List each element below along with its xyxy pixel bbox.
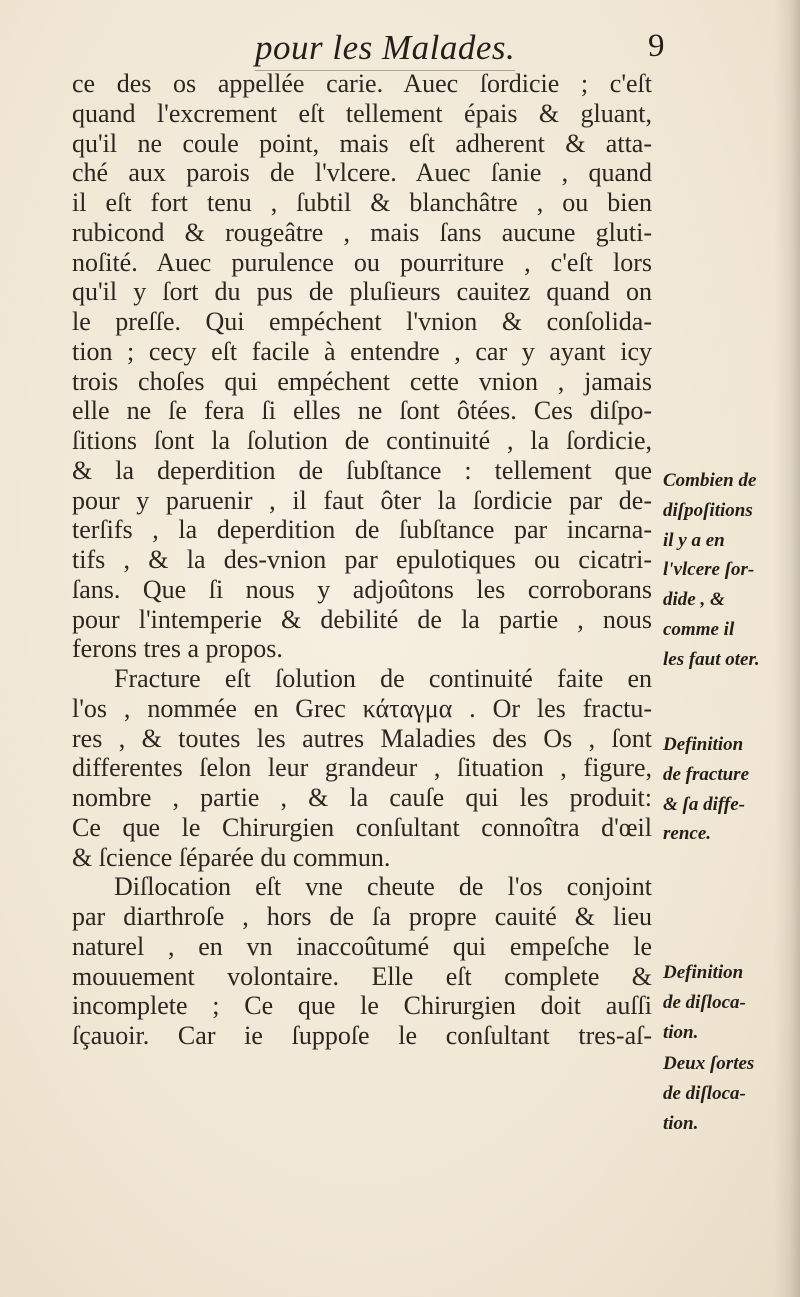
margin-note-line: les faut oter. [663, 648, 760, 670]
margin-note-dispositions [663, 466, 791, 674]
margin-note-dislocation-types [663, 1049, 791, 1138]
text-line: quand l'excrement eſt tellement épais & gluant, [72, 98, 652, 128]
text-line: terſifs , la deperdition de ſubſtance par incarna- [72, 515, 652, 545]
text-line: tifs , & la des-vnion par epulotiques ou cicatri- [72, 545, 652, 574]
text-line: ferons tres a propos. [72, 634, 283, 664]
text-line: ſçauoir. Car ie ſuppoſe le conſultant tres-aſ- [72, 1021, 652, 1050]
text-line: pour y paruenir , il faut ôter la ſordicie par de- [72, 485, 652, 515]
margin-note-line: de diſloca- [663, 991, 746, 1013]
text-line: ché aux parois de l'vlcere. Auec ſanie , quand [72, 158, 652, 188]
text-line: pour l'intemperie & debilité de la partie , nous [72, 604, 652, 634]
margin-note-line: tion. [663, 1112, 699, 1134]
text-line: noſité. Auec purulence ou pourriture , c'eſt lors [72, 247, 652, 277]
text-line: Diſlocation eſt vne cheute de l'os conjoint [114, 872, 652, 902]
margin-note-line: l'vlcere ſor- [663, 559, 755, 581]
text-line: Ce que le Chirurgien conſultant connoîtra d'œil [72, 812, 652, 842]
text-line: & la deperdition de ſubſtance : tellement que [72, 455, 652, 485]
margin-note-fracture [663, 730, 791, 849]
page-number: 9 [648, 28, 665, 64]
text-line: elle ne ſe fera ſi elles ne ſont ôtées. Ces diſpo- [72, 396, 652, 426]
margin-note-line: & ſa diffe- [663, 793, 745, 815]
text-line: Fracture eſt ſolution de continuité faite en [114, 664, 652, 693]
text-line: ce des os appellée carie. Auec ſordicie ; c'eſt [72, 69, 652, 98]
running-head: pour les Malades. [255, 28, 515, 71]
margin-note-line: Definition [663, 962, 744, 983]
margin-note-line: de fracture [663, 763, 750, 785]
margin-note-line: Deux ſortes [663, 1053, 755, 1074]
margin-note-line: de diſloca- [663, 1082, 746, 1104]
text-line: nombre , partie , & la cauſe qui les produit: [72, 783, 652, 812]
text-line: rubicond & rougeâtre , mais ſans aucune gluti- [72, 217, 652, 247]
text-line: ſans. Que ſi nous y adjoûtons les corroborans [72, 574, 652, 604]
main-text-column [72, 69, 652, 1051]
margin-note-line: il y a en [663, 529, 725, 551]
margin-note-line: Combien de [663, 470, 757, 491]
text-line: tion ; cecy eſt facile à entendre , car y ayant icy [72, 336, 652, 366]
margin-note-line: tion. [663, 1021, 699, 1043]
text-line: ſitions ſont la ſolution de continuité , la ſordicie, [72, 426, 652, 455]
text-line: le preſſe. Qui empéchent l'vnion & conſolida- [72, 307, 652, 336]
margin-note-line: Definition [663, 734, 744, 755]
margin-note-line: dide , & [663, 589, 725, 610]
text-line: par diarthroſe , hors de ſa propre cauité & lieu [72, 902, 652, 931]
text-line: differentes ſelon leur grandeur , ſituation , figure, [72, 753, 652, 783]
text-line: qu'il ne coule point, mais eſt adherent & atta- [72, 128, 652, 158]
margin-note-line: comme il [663, 618, 735, 640]
margin-note-line: rence. [663, 823, 712, 845]
margin-note-line: diſpoſitions [663, 499, 753, 521]
text-line: res , & toutes les autres Maladies des Os , ſont [72, 723, 652, 753]
page-header [0, 18, 800, 68]
text-line: incomplete ; Ce que le Chirurgien doit auſſi [72, 991, 652, 1021]
margin-note-dislocation-definition [663, 958, 791, 1047]
text-line: naturel , en vn inaccoûtumé qui empeſche le [72, 931, 652, 961]
text-line: trois choſes qui empéchent cette vnion , jamais [72, 366, 652, 396]
text-line: mouuement volontaire. Elle eſt complete & [72, 961, 652, 991]
text-line: l'os , nommée en Grec κάταγμα . Or les fractu- [72, 693, 652, 723]
text-line: qu'il y ſort du pus de pluſieurs cauitez quand on [72, 277, 652, 307]
text-line: il eſt fort tenu , ſubtil & blanchâtre , ou bien [72, 188, 652, 217]
text-line: & ſcience ſéparée du commun. [72, 842, 391, 872]
